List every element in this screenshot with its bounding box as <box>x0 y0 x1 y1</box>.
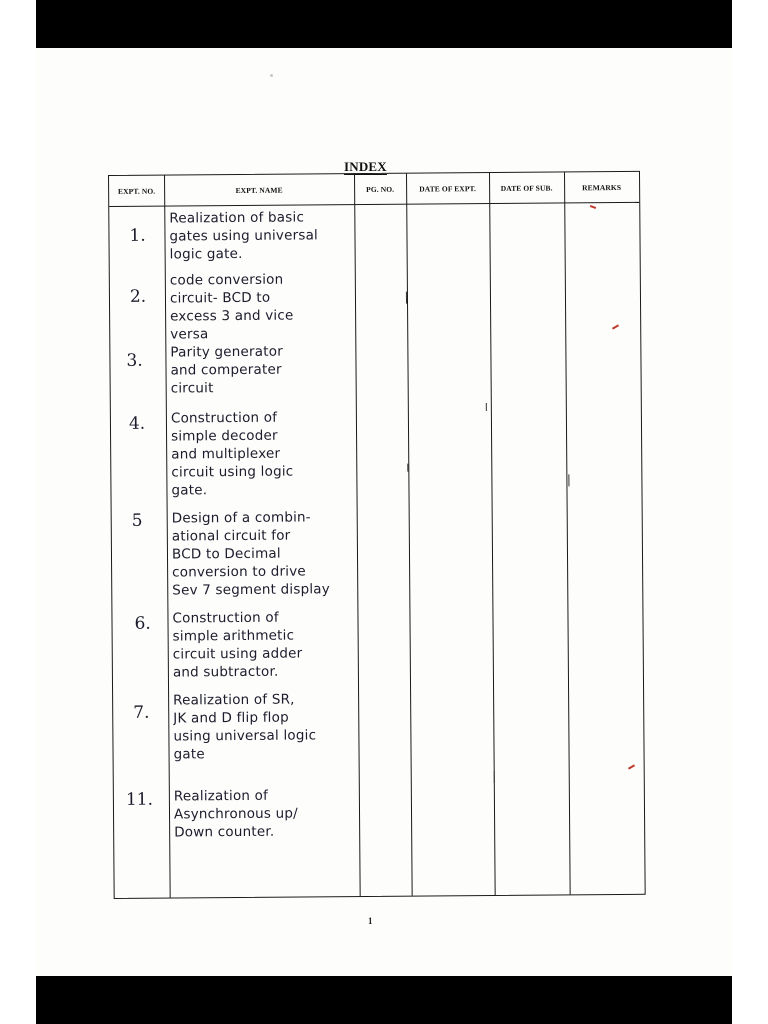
table-row-number: 2. <box>129 286 147 307</box>
header-date-of-expt: DATE OF EXPT. <box>419 183 477 194</box>
table-row-number: 5 <box>131 510 143 531</box>
pen-tick-mark <box>407 464 408 472</box>
column-divider <box>564 172 571 894</box>
table-row-title: Construction of simple decoder and multiplexer circuit using logic gate. <box>170 409 294 499</box>
header-page-no: PG. NO. <box>366 184 395 194</box>
pen-tick-mark <box>494 771 495 783</box>
table-row-title: Design of a combin- ational circuit for BCD to Decimal conversion to drive Sev 7 segment display <box>171 509 331 599</box>
index-title: INDEX <box>344 159 387 174</box>
table-row-title: Parity generator and comperater circuit <box>170 343 284 397</box>
letterbox-bottom-bar <box>36 976 732 1024</box>
paper-speck <box>270 74 273 77</box>
index-table <box>108 171 646 899</box>
header-remarks: REMARKS <box>582 182 622 192</box>
table-row-number: 6. <box>134 613 151 634</box>
table-row-title: Realization of basic gates using universal logic gate. <box>169 209 319 263</box>
table-row-number: 1. <box>129 225 146 246</box>
table-header-row <box>109 172 639 207</box>
pen-tick-mark <box>568 474 569 486</box>
table-row-title: Construction of simple arithmetic circuit using adder and subtractor. <box>172 609 303 681</box>
pen-tick-mark <box>486 403 487 411</box>
table-row-title: Realization of Asynchronous up/ Down counter. <box>173 787 298 841</box>
letterbox-top-bar <box>36 0 732 48</box>
pen-tick-mark <box>406 292 407 304</box>
table-row-title: code conversion circuit- BCD to excess 3 and vice versa <box>169 271 294 343</box>
header-expt-name: EXPT. NAME <box>235 185 283 195</box>
table-row-number: 7. <box>133 702 150 723</box>
table-row-title: Realization of SR, JK and D flip flop using universal logic gate <box>173 691 317 763</box>
column-divider <box>406 174 413 896</box>
column-divider <box>489 173 496 895</box>
table-row-number: 3. <box>126 350 143 371</box>
page-number: 1 <box>368 916 373 926</box>
header-expt-no: EXPT. NO. <box>117 186 156 196</box>
table-row-number: 4. <box>128 413 146 434</box>
header-date-of-sub: DATE OF SUB. <box>500 183 553 193</box>
table-row-number: 11. <box>125 789 154 810</box>
